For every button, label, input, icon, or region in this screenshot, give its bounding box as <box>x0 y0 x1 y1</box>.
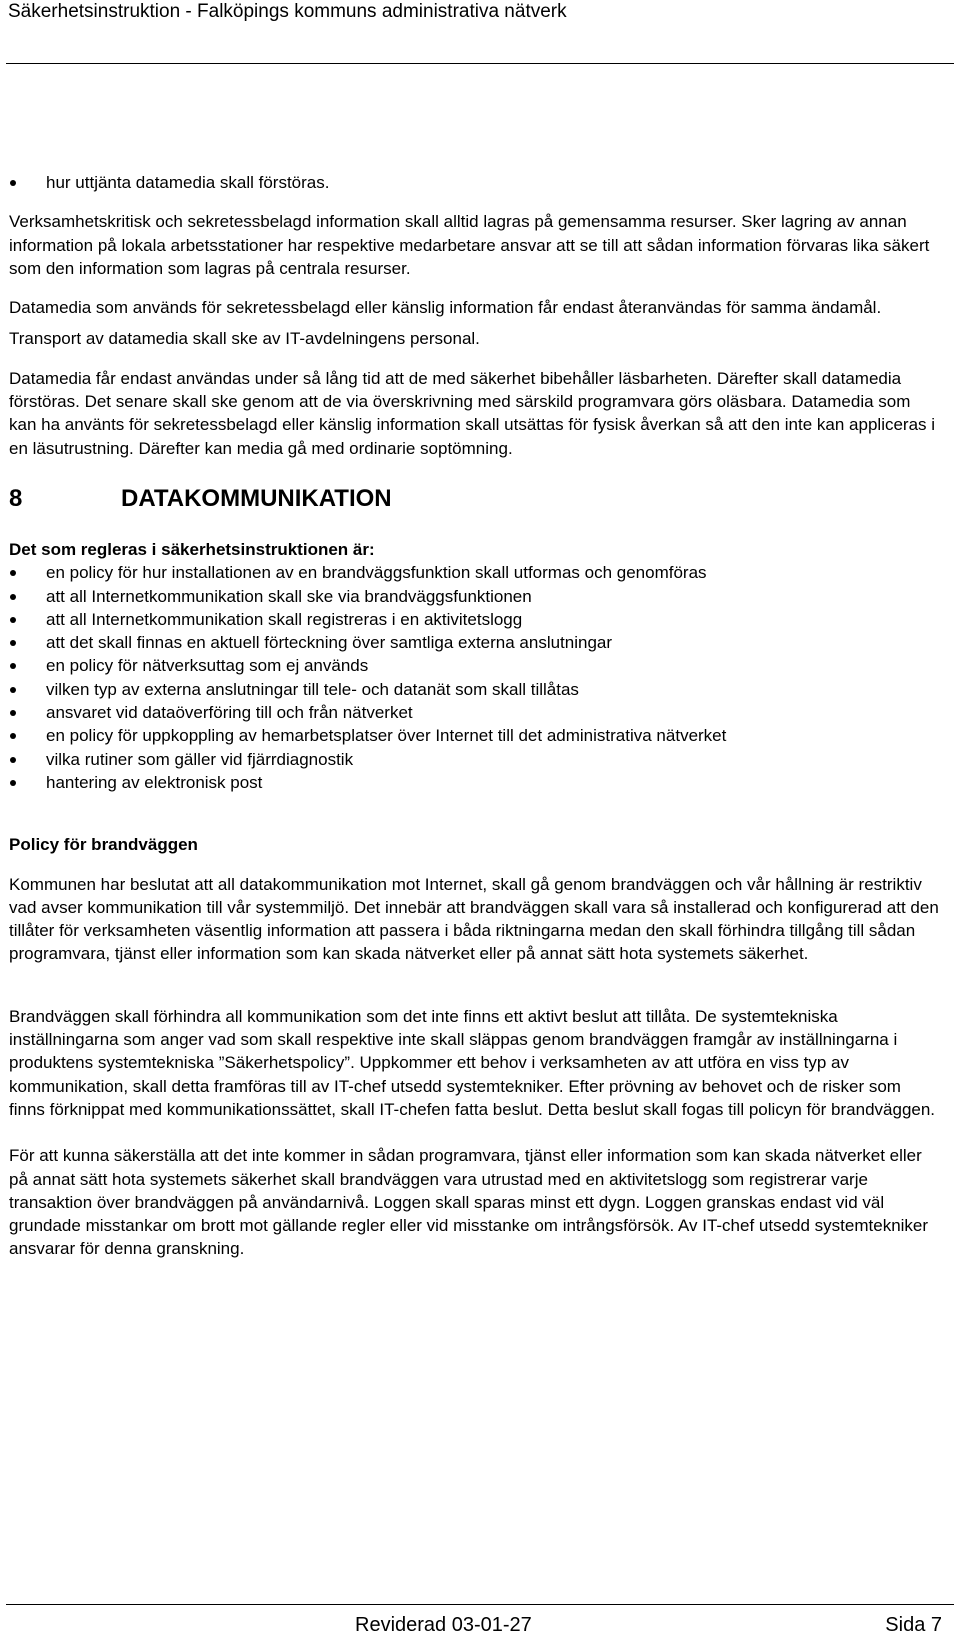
page-number: Sida 7 <box>885 1614 942 1636</box>
firewall-heading: Policy för brandväggen <box>9 835 198 855</box>
document-header-title: Säkerhetsinstruktion - Falköpings kommuns administrativa nätverk <box>8 1 567 22</box>
paragraph-firewall-block: Brandväggen skall förhindra all kommunikation som det inte finns ett aktivt beslut att tillåta. De systemtekniska inställningarna som anger vad som skall respektive inte skall släppas genom brandväggen framgår av inställningarna i produktens systemtekniska ”Säkerhetspolicy”. Uppkommer ett behov i verksamheten av att utföra en viss typ av kommunikation, skall detta framföras till av IT-chef utsedd systemtekniker. Efter prövning av behovet och de risker som finns förknippat med kommunikationssättet, skall IT-chefen fatta beslut. Detta beslut skall fogas till policyn för brandväggen. <box>9 1006 936 1119</box>
paragraph-storage: Verksamhetskritisk och sekretessbelagd information skall alltid lagras på gemensamma resurser. Sker lagring av annan information på lokala arbetsstationer har respektive medarbetare ansvar att se till att sådan information förvaras lika säkert som den information som lagras på centrala resurser. <box>9 212 930 278</box>
list-item: att all Internetkommunikation skall registreras i en aktivitetslogg <box>9 608 939 631</box>
list-item: en policy för hur installationen av en brandväggsfunktion skall utformas och genomföras <box>9 561 939 584</box>
footer-divider <box>6 1604 954 1605</box>
document-body <box>9 171 939 1261</box>
paragraph-reuse: Datamedia som används för sekretessbelagd eller känslig information får endast återanvändas för samma ändamål. <box>9 298 882 318</box>
regulated-list <box>9 561 939 794</box>
regulated-heading: Det som regleras i säkerhetsinstruktionen är: <box>9 539 375 559</box>
list-item: en policy för uppkoppling av hemarbetsplatser över Internet till det administrativa nätverket <box>9 724 939 747</box>
list-item: vilka rutiner som gäller vid fjärrdiagnostik <box>9 748 939 771</box>
list-item: vilken typ av externa anslutningar till tele- och datanät som skall tillåtas <box>9 678 939 701</box>
section-heading <box>9 483 939 515</box>
paragraph-firewall-log: För att kunna säkerställa att det inte kommer in sådan programvara, tjänst eller information som kan skada nätverket eller på annat sätt hota systemets säkerhet skall brandväggen vara utrustad med en aktivitetslogg som registrerar varje transaktion över brandväggen på användarnivå. Loggen skall sparas minst ett dygn. Loggen granskas endast vid väl grundade misstankar om brott mot gällande regler eller vid misstanke om intrångsförsök. Av IT-chef utsedd systemtekniker ansvarar för denna granskning. <box>9 1146 929 1259</box>
list-item: hantering av elektronisk post <box>9 771 939 794</box>
list-item: hur uttjänta datamedia skall förstöras. <box>9 171 939 194</box>
intro-bullet-list <box>9 171 939 194</box>
section-number: 8 <box>9 484 23 512</box>
list-item: att all Internetkommunikation skall ske via brandväggsfunktionen <box>9 585 939 608</box>
paragraph-destruction: Datamedia får endast användas under så lång tid att de med säkerhet bibehåller läsbarheten. Därefter skall datamedia förstöras. Det senare skall ske genom att de via överskrivning med särskild programvara görs oläsbara. Datamedia som kan ha använts för sekretessbelagd eller känslig information skall utsättas för fysisk åverkan så att den inte kan appliceras i en läsutrustning. Därefter kan media gå med ordinarie soptömning. <box>9 368 936 458</box>
list-item: ansvaret vid dataöverföring till och från nätverket <box>9 701 939 724</box>
header-divider <box>6 63 954 64</box>
revision-date: Reviderad 03-01-27 <box>355 1614 532 1636</box>
section-title: DATAKOMMUNIKATION <box>121 484 392 512</box>
list-item: att det skall finnas en aktuell förteckning över samtliga externa anslutningar <box>9 631 939 654</box>
list-item: en policy för nätverksuttag som ej används <box>9 654 939 677</box>
paragraph-firewall-policy: Kommunen har beslutat att all datakommunikation mot Internet, skall gå genom brandväggen och vår hållning är restriktiv vad avser kommunikation till vår systemmiljö. Det innebär att brandväggen skall vara så installerad och konfigurerad att den tillåter för verksamheten väsentlig information att passera i båda riktningarna medan den skall förhindra tillgång till sådan programvara, tjänst eller information som kan skada nätverket eller på annat sätt hota systemets säkerhet. <box>9 874 939 964</box>
paragraph-transport: Transport av datamedia skall ske av IT-avdelningens personal. <box>9 329 480 349</box>
